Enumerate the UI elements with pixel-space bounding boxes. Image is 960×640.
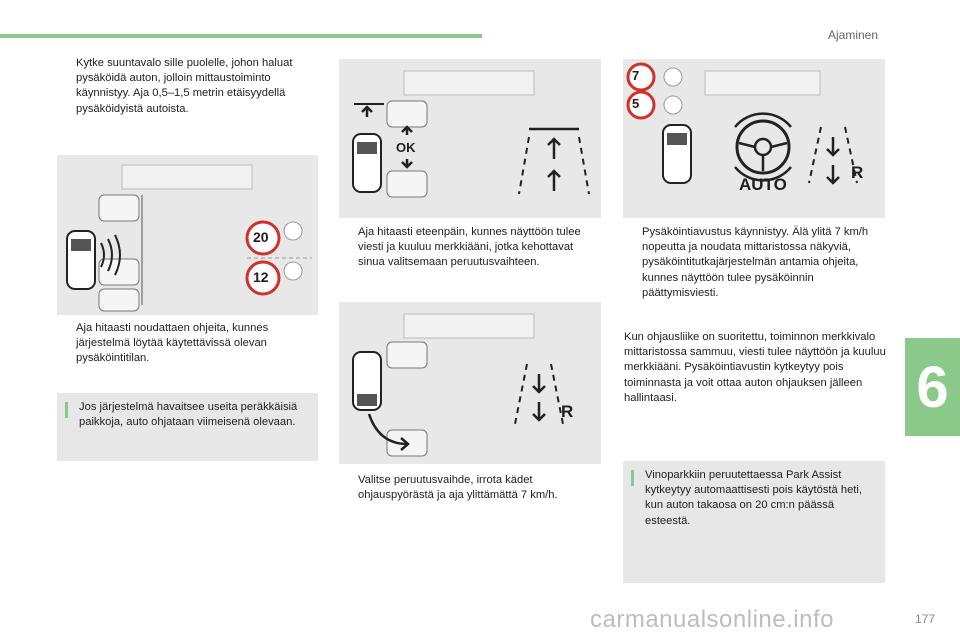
step-drive-slowly: Aja hitaasti noudattaen ohjeita, kunnes järjestelmä löytää käytettävissä olevan pysäköintitilan. <box>76 322 269 365</box>
speed-sign-20: 20 <box>253 229 269 245</box>
speed-sign-7: 7 <box>632 68 640 83</box>
chapter-tab: 6 <box>905 338 960 436</box>
ok-label: OK <box>396 140 416 155</box>
figure-ok-forward <box>339 59 601 218</box>
note-multiple-spaces: Jos järjestelmä havaitsee useita peräkkäisiä paikkoja, auto ohjataan viimeisenä olevaan. <box>57 393 318 461</box>
step-select-reverse: Valitse peruutusvaihde, irrota kädet ohjauspyörästä ja aja ylittämättä 7 km/h. <box>358 474 558 502</box>
section-title: Ajaminen <box>828 28 879 42</box>
watermark: carmanualsonline.info <box>590 606 834 633</box>
info-icon <box>65 402 68 418</box>
header-accent-bar <box>0 34 482 38</box>
reverse-r-label: R <box>851 163 864 182</box>
completion-paragraph: Kun ohjausliike on suoritettu, toiminnon merkkivalo mittaristossa sammuu, viesti tulee näyttöön ja kuuluu merkkiääni. Pysäköintiavustin kytkeytyy pois toiminnasta ja voit ottaa auton ohjauksen jälleen hallintaasi. <box>624 331 886 404</box>
speed-sign-5: 5 <box>632 96 640 111</box>
reverse-r-label: R <box>561 402 574 421</box>
step-drive-forward: Aja hitaasti eteenpäin, kunnes näyttöön tulee viesti ja kuuluu merkkiääni, jotka kehottavat sinua valitsemaan peruutusvaihteen. <box>358 226 581 269</box>
note-angled-parking: Vinoparkkiin peruutettaessa Park Assist kytkeytyy automaattisesti pois käytöstä heti, kun auton takaosa on 20 cm:n päässä esteestä. <box>623 461 885 583</box>
figure-scan-parking <box>57 155 318 315</box>
auto-label: AUTO <box>739 175 787 194</box>
figure-auto-steering <box>623 59 885 218</box>
page-number: 177 <box>915 612 936 626</box>
figure-reverse <box>339 302 601 464</box>
step-signal: Kytke suuntavalo sille puolelle, johon haluat pysäköidä auton, jolloin mittaustoiminto käynnistyy. Aja 0,5–1,5 metrin etäisyydellä pysäköidyistä autoista. <box>76 57 293 115</box>
info-icon <box>631 470 634 486</box>
step-assist-starts: Pysäköintiavustus käynnistyy. Älä ylitä 7 km/h nopeutta ja noudata mittaristossa näkyviä, pysäköintitutkajärjestelmän antamia ohjeita, kunnes näyttöön tulee pysäköinnin päättymisviesti. <box>642 226 869 299</box>
speed-sign-12: 12 <box>253 269 269 285</box>
